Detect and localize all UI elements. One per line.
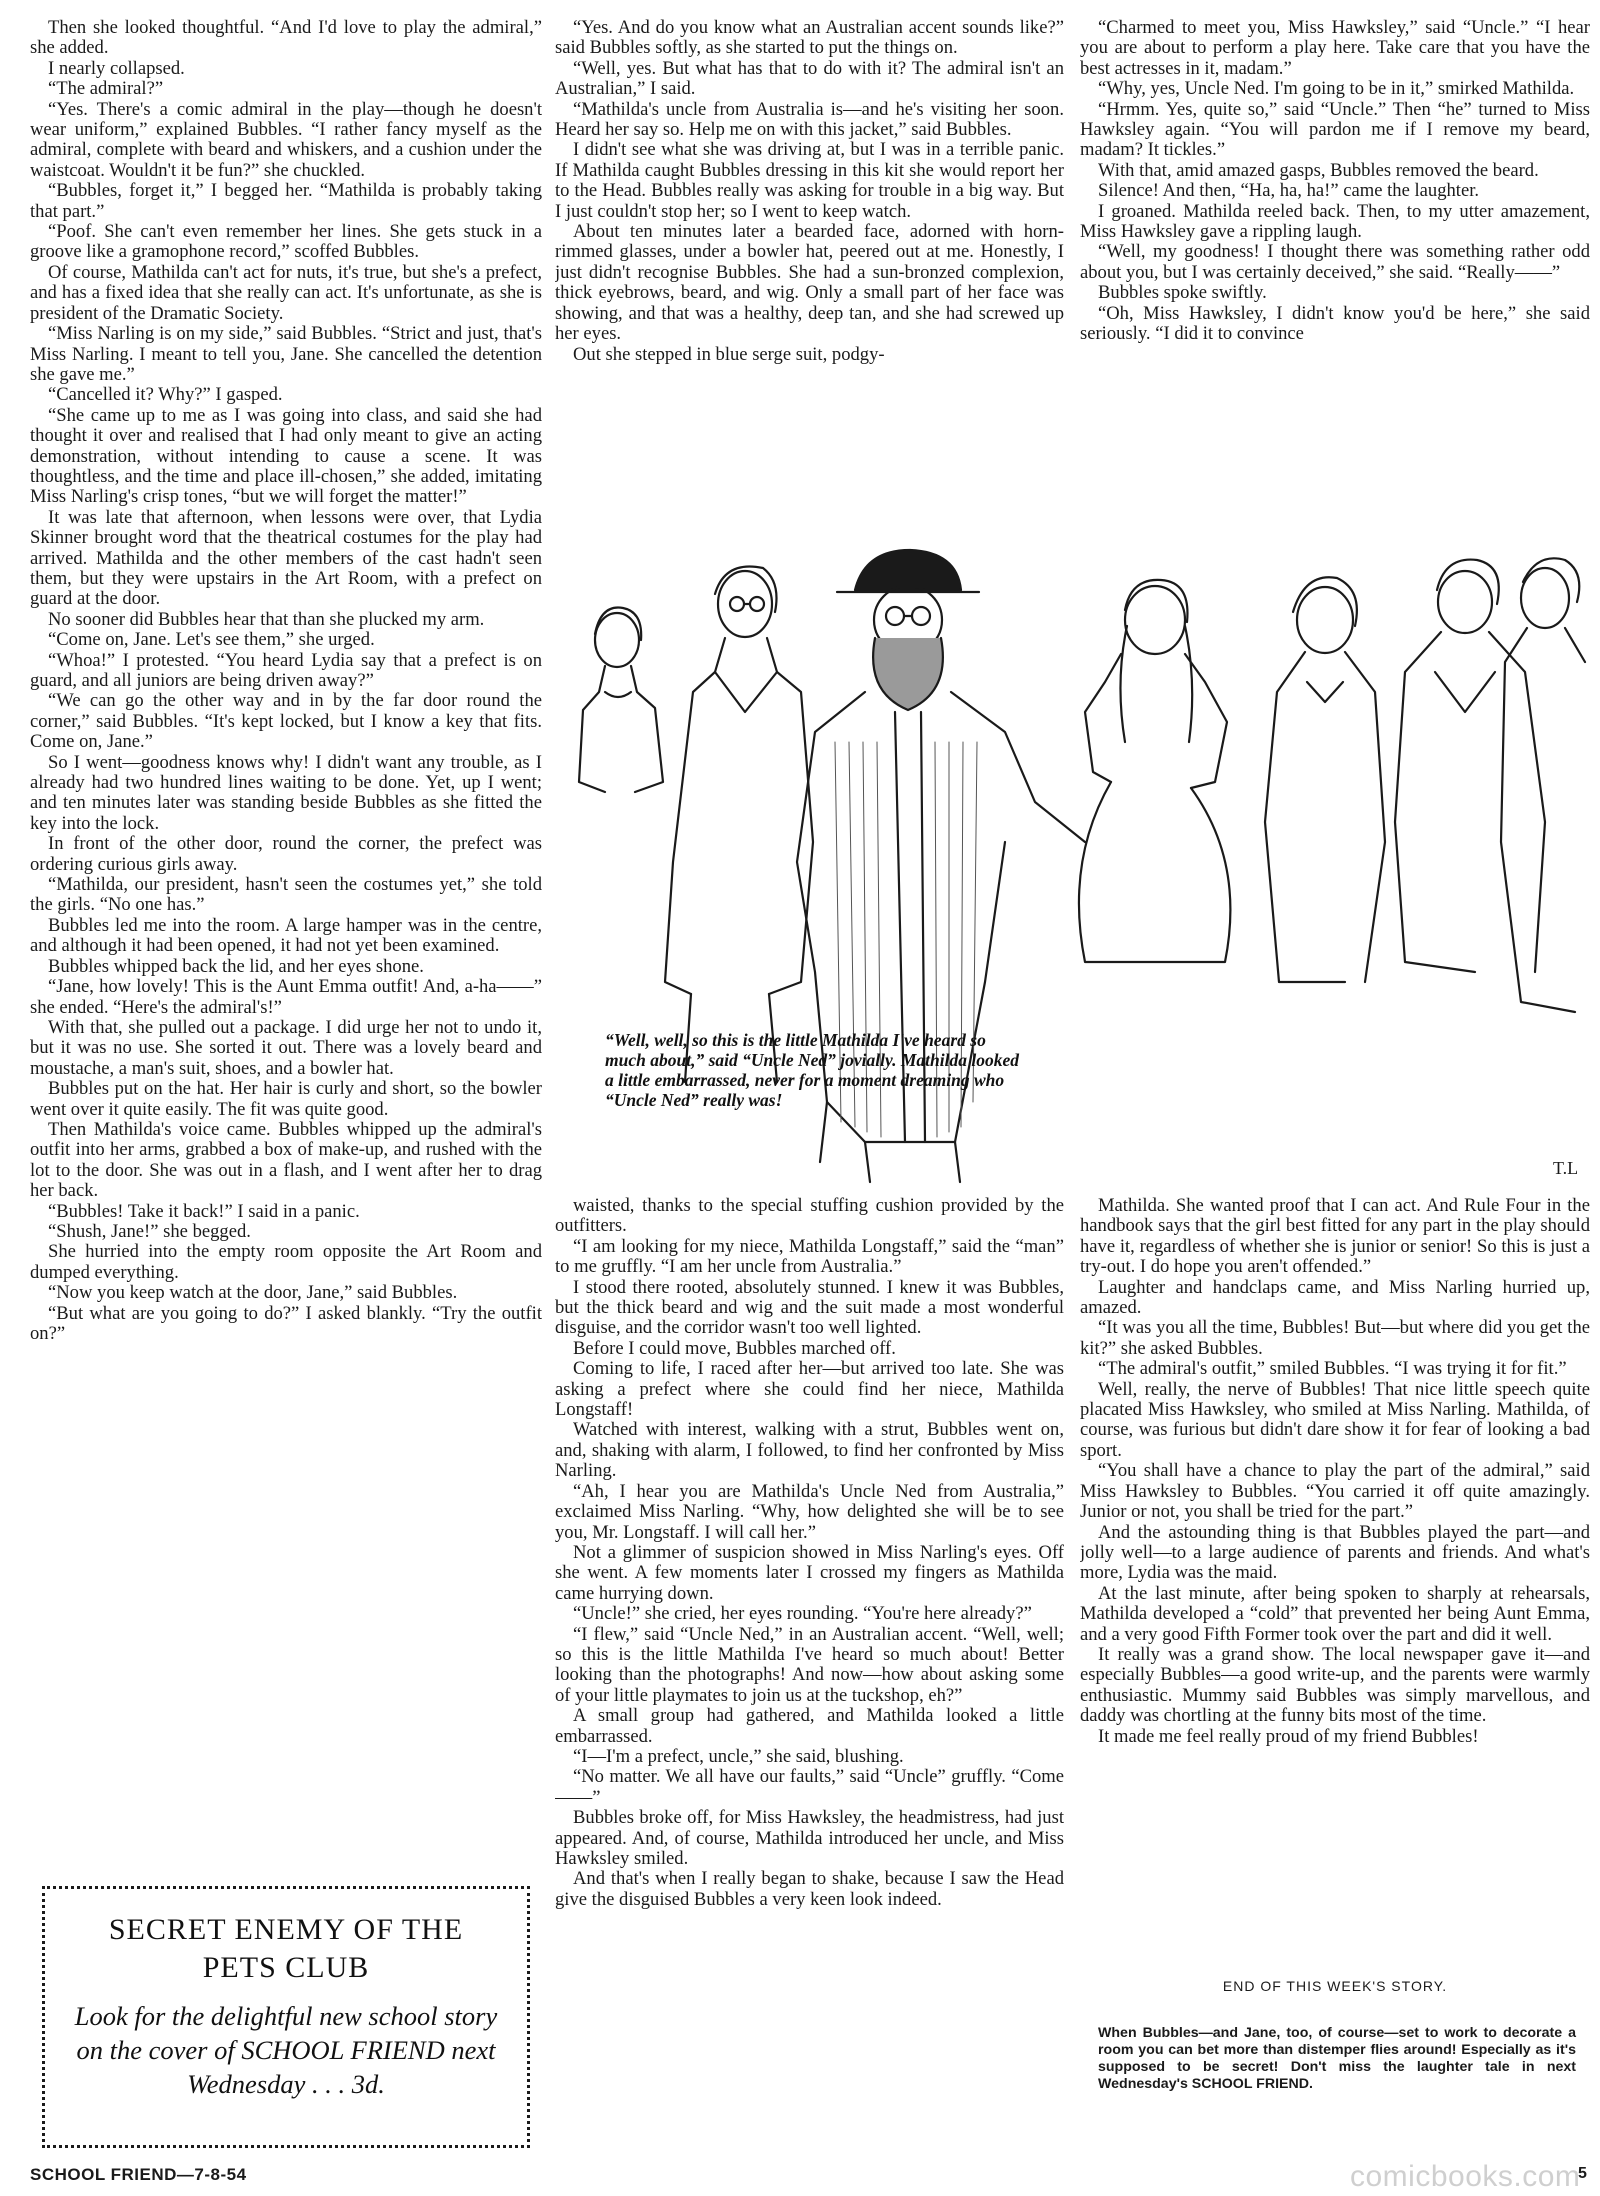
story-paragraph: Not a glimmer of suspicion showed in Miss Narling's eyes. Off she went. A few moments later I crossed my fingers as Mathilda came hurrying down.	[555, 1541, 1064, 1604]
story-paragraph: “Yes. And do you know what an Australian accent sounds like?” said Bubbles softly, as she started to put the things on.	[555, 18, 1064, 59]
story-paragraph: About ten minutes later a bearded face, adorned with horn-rimmed glasses, under a bowler hat, peered out at me. Honestly, I just didn't recognise Bubbles. She had a sun-bronzed complexion, thick eyebrows, beard, and wig. Only a small part of her face was showing, and that was a healthy, deep tan, and she had screwed up her eyes.	[555, 221, 1064, 345]
story-paragraph: “Charmed to meet you, Miss Hawksley,” said “Uncle.” “I hear you are about to perform a play here. Take care that you have the best actresses in it, madam.”	[1080, 18, 1590, 79]
story-paragraph: “She came up to me as I was going into class, and said she had thought it over and realised that I had only meant to give an acting demonstration, without intending to cause a scene. It was thoughtless, and the time and place ill-chosen,” she added, imitating Miss Narling's crisp tones, “but we will forget the matter!”	[30, 404, 542, 508]
girl-with-braids	[1079, 580, 1230, 962]
story-paragraph: “Whoa!” I protested. “You heard Lydia say that a prefect is on guard, and all juniors are being driven away?”	[30, 649, 542, 691]
story-paragraph: “Jane, how lovely! This is the Aunt Emma outfit! And, a-ha——” she ended. “Here's the admiral's!”	[30, 976, 542, 1018]
issue-footer: SCHOOL FRIEND—7-8-54	[30, 2165, 247, 2184]
story-paragraph: “Well, yes. But what has that to do with it? The admiral isn't an Australian,” I said.	[555, 57, 1064, 100]
story-paragraph: “Oh, Miss Hawksley, I didn't know you'd be here,” she said seriously. “I did it to convince	[1080, 302, 1590, 345]
story-paragraph: “Mathilda's uncle from Australia is—and he's visiting her soon. Heard her say so. Help me on with this jacket,” said Bubbles.	[555, 98, 1064, 141]
story-paragraph: waisted, thanks to the special stuffing cushion provided by the outfitters.	[555, 1196, 1064, 1237]
story-paragraph: “Shush, Jane!” she begged.	[48, 1220, 251, 1242]
story-paragraph: With that, amid amazed gasps, Bubbles removed the beard.	[1098, 159, 1539, 181]
promo-title-line-2: PETS CLUB	[202, 1951, 370, 1984]
story-paragraph: “Bubbles! Take it back!” I said in a panic.	[48, 1200, 360, 1222]
story-column-middle-bottom	[555, 1196, 1064, 2151]
story-paragraph: Then she looked thoughtful. “And I'd love to play the admiral,” she added.	[30, 18, 542, 59]
promo-box	[42, 1886, 530, 2148]
story-paragraph: “Uncle!” she cried, her eyes rounding. “You're here already?”	[573, 1603, 1032, 1625]
girl-with-glasses	[665, 566, 813, 1082]
next-week-teaser: When Bubbles—and Jane, too, of course—set to work to decorate a room you can bet more than distemper flies around! Especially as it's supposed to be secret! Don't miss the laughter tale in next Wednesday's SCHOOL FRIEND.	[1098, 2025, 1576, 2092]
story-paragraph: I stood there rooted, absolutely stunned. I knew it was Bubbles, but the thick beard and wig and the suit made a most wonderful disguise, and the corridor wasn't too well lighted.	[555, 1276, 1064, 1339]
end-of-story-label: END OF THIS WEEK'S STORY.	[1222, 1978, 1448, 1994]
story-paragraph: Bubbles whipped back the lid, and her eyes shone.	[48, 955, 424, 977]
story-paragraph: “Now you keep watch at the door, Jane,” said Bubbles.	[48, 1282, 458, 1304]
story-paragraph: Well, really, the nerve of Bubbles! That nice little speech quite placated Miss Hawksley, who smiled at Miss Narling. Mathilda, of course, was furious but didn't dare show it for fear of looking a bad sport.	[1080, 1378, 1590, 1461]
story-paragraph: A small group had gathered, and Mathilda looked a little embarrassed.	[555, 1705, 1064, 1747]
promo-title	[45, 1911, 527, 1987]
story-paragraph: I nearly collapsed.	[48, 57, 185, 79]
story-paragraph: She hurried into the empty room opposite the Art Room and dumped everything.	[30, 1241, 542, 1283]
story-paragraph: And the astounding thing is that Bubbles played the part—and jolly well—to a large audience of parents and friends. And what's more, Lydia was the maid.	[1080, 1521, 1590, 1584]
story-paragraph: Watched with interest, walking with a strut, Bubbles went on, and, shaking with alarm, I followed, to find her confronted by Miss Narling.	[555, 1419, 1064, 1482]
story-paragraph: It really was a grand show. The local newspaper gave it—and especially Bubbles—a good write-up, and the parents were warmly enthusiastic. Mummy said Bubbles was simply marvellous, and daddy was chortling at the funny bits most of the time.	[1080, 1643, 1590, 1727]
story-paragraph: Silence! And then, “Ha, ha, ha!” came the laughter.	[1098, 180, 1480, 202]
story-paragraph: “No matter. We all have our faults,” said “Uncle” gruffly. “Come——”	[555, 1766, 1064, 1808]
story-paragraph: Before I could move, Bubbles marched off.	[573, 1337, 896, 1359]
story-paragraph: “I flew,” said “Uncle Ned,” in an Australian accent. “Well, well; so this is the little Mathilda I've heard so much about! Better looking than the photographs! And now—how about asking some of your little playmates to join us at the tuckshop, eh?”	[555, 1623, 1064, 1706]
story-paragraph: Of course, Mathilda can't act for nuts, it's true, but she's a prefect, and has a fixed idea that she really can act. It's unfortunate, as she is president of the Dramatic Society.	[30, 261, 542, 324]
story-paragraph: “Miss Narling is on my side,” said Bubbles. “Strict and just, that's Miss Narling. I meant to tell you, Jane. She cancelled the detention she gave me.”	[30, 323, 542, 385]
story-paragraph: Laughter and handclaps came, and Miss Narling hurried up, amazed.	[1080, 1276, 1590, 1319]
story-paragraph: Coming to life, I raced after her—but arrived too late. She was asking a prefect where she could find her niece, Mathilda Longstaff!	[555, 1358, 1064, 1421]
story-paragraph: “Cancelled it? Why?” I gasped.	[48, 384, 283, 406]
story-paragraph: Bubbles led me into the room. A large hamper was in the centre, and although it had been opened, it had not yet been examined.	[30, 914, 542, 957]
story-paragraph: It made me feel really proud of my friend Bubbles!	[1098, 1725, 1479, 1747]
story-illustration	[565, 542, 1590, 1187]
story-paragraph: “Yes. There's a comic admiral in the play—though he doesn't wear uniform,” explained Bubbles. “I rather fancy myself as the admiral, complete with beard and whiskers, and a cushion under the waistcoat. Wouldn't it be fun?” she chuckled.	[30, 98, 542, 181]
story-paragraph: “The admiral's outfit,” smiled Bubbles. “I was trying it for fit.”	[1098, 1358, 1567, 1380]
story-paragraph: With that, she pulled out a package. I did urge her not to undo it, but it was no use. She sorted it out. There was a lovely beard and moustache, a man's suit, shoes, and a bowler hat.	[30, 1016, 542, 1079]
story-paragraph: “Mathilda, our president, hasn't seen the costumes yet,” she told the girls. “No one has.”	[30, 874, 542, 916]
artist-signature: T.L	[1553, 1158, 1579, 1178]
story-paragraph: “I—I'm a prefect, uncle,” she said, blushing.	[573, 1745, 904, 1767]
story-paragraph: So I went—goodness knows why! I didn't want any trouble, as I already had two hundred lines waiting to be done. Yet, up I went; and ten minutes later was standing beside Bubbles as she fitted the key into the lock.	[30, 751, 542, 834]
story-paragraph: And that's when I really began to shake, because I saw the Head give the disguised Bubbles a very keen look indeed.	[555, 1868, 1064, 1910]
girl-far-right	[1501, 558, 1585, 1012]
story-paragraph: “Why, yes, Uncle Ned. I'm going to be in it,” smirked Mathilda.	[1098, 78, 1575, 100]
story-column-right-bottom	[1080, 1196, 1590, 1956]
story-column-middle-top	[555, 18, 1064, 538]
story-paragraph: “It was you all the time, Bubbles! But—but where did you get the kit?” she asked Bubbles.	[1080, 1317, 1590, 1359]
story-paragraph: Then Mathilda's voice came. Bubbles whipped up the admiral's outfit into her arms, grabbed a box of make-up, and rushed with the lot to the door. She was out in a flash, and I went after her to drag her back.	[30, 1118, 542, 1202]
illustration-caption: “Well, well, so this is the little Mathilda I've heard so much about,” said “Uncle Ned” jovially. Mathilda looked a little embarrassed, never for a moment dreaming who “Uncle Ned” really was!	[605, 1030, 1020, 1110]
story-paragraph: Bubbles put on the hat. Her hair is curly and short, so the bowler went over it quite easily. The fit was quite good.	[30, 1078, 542, 1120]
girl-in-blazer	[1395, 560, 1545, 972]
story-paragraph: “Come on, Jane. Let's see them,” she urged.	[48, 629, 375, 651]
girl-far-left	[579, 608, 663, 792]
story-paragraph: “Bubbles, forget it,” I begged her. “Mathilda is probably taking that part.”	[30, 180, 542, 222]
story-column-left	[30, 18, 542, 1876]
story-paragraph: “I am looking for my niece, Mathilda Longstaff,” said the “man” to me gruffly. “I am her uncle from Australia.”	[555, 1235, 1064, 1278]
story-column-right-top	[1080, 18, 1590, 538]
story-paragraph: “Hrmm. Yes, quite so,” said “Uncle.” Then “he” turned to Miss Hawksley again. “You will pardon me if I remove my beard, madam? It tickles.”	[1080, 98, 1590, 161]
story-paragraph: No sooner did Bubbles hear that than she plucked my arm.	[48, 608, 485, 630]
story-paragraph: At the last minute, after being spoken to sharply at rehearsals, Mathilda developed a “cold” that prevented her being Aunt Emma, and a very good Fifth Former took over the part and did it well.	[1080, 1582, 1590, 1645]
story-paragraph: “Well, my goodness! I thought there was something rather odd about you, but I was certainly deceived,” she said. “Really——”	[1080, 241, 1590, 283]
story-paragraph: It was late that afternoon, when lessons were over, that Lydia Skinner brought word that the theatrical costumes for the play had arrived. Mathilda and the other members of the cast hadn't seen them, but they were upstairs in the Art Room, with a prefect on guard at the door.	[30, 506, 542, 610]
story-paragraph: “But what are you going to do?” I asked blankly. “Try the outfit on?”	[30, 1302, 542, 1344]
story-paragraph: I didn't see what she was driving at, but I was in a terrible panic. If Mathilda caught Bubbles dressing in this kit she would report her to the Head. Bubbles really was asking for trouble in a big way. But I just couldn't stop her; so I went to keep watch.	[555, 139, 1064, 222]
story-paragraph: Bubbles spoke swiftly.	[1098, 282, 1267, 304]
promo-body: Look for the delightful new school story on the cover of SCHOOL FRIEND next Wednesday . . . 3d.	[74, 2001, 498, 2099]
story-paragraph: “You shall have a chance to play the part of the admiral,” said Miss Hawksley to Bubbles. “You carried it off quite amazingly. Junior or not, you shall be tried for the part.”	[1080, 1460, 1590, 1523]
watermark: comicbooks.com	[1350, 2160, 1581, 2193]
story-paragraph: In front of the other door, round the corner, the prefect was ordering curious girls away.	[30, 833, 542, 875]
story-paragraph: Out she stepped in blue serge suit, podgy-	[573, 343, 885, 365]
page-number: 5	[1578, 2165, 1587, 2182]
girl-with-ribbon	[1265, 577, 1385, 982]
story-paragraph: “We can go the other way and in by the far door round the corner,” said Bubbles. “It's kept locked, but I know a key that fits. Come on, Jane.”	[30, 690, 542, 753]
story-paragraph: I groaned. Mathilda reeled back. Then, to my utter amazement, Miss Hawksley gave a rippling laugh.	[1080, 200, 1590, 243]
story-paragraph: Mathilda. She wanted proof that I can act. And Rule Four in the handbook says that the girl best fitted for any part in the play should have it, regardless of whether she is junior or senior! So this is just a try-out. I do hope you aren't offended.”	[1080, 1196, 1590, 1278]
story-paragraph: “Poof. She can't even remember her lines. She gets stuck in a groove like a gramophone record,” scoffed Bubbles.	[30, 221, 542, 263]
story-paragraph: Bubbles broke off, for Miss Hawksley, the headmistress, had just appeared. And, of course, Mathilda introduced her uncle, and Miss Hawksley smiled.	[555, 1807, 1064, 1869]
promo-title-line-1: SECRET ENEMY OF THE	[108, 1913, 464, 1946]
story-paragraph: “Ah, I hear you are Mathilda's Uncle Ned from Australia,” exclaimed Miss Narling. “Why, how delighted she will be to see you, Mr. Longstaff. I will call her.”	[555, 1480, 1064, 1543]
story-paragraph: “The admiral?”	[48, 78, 164, 100]
